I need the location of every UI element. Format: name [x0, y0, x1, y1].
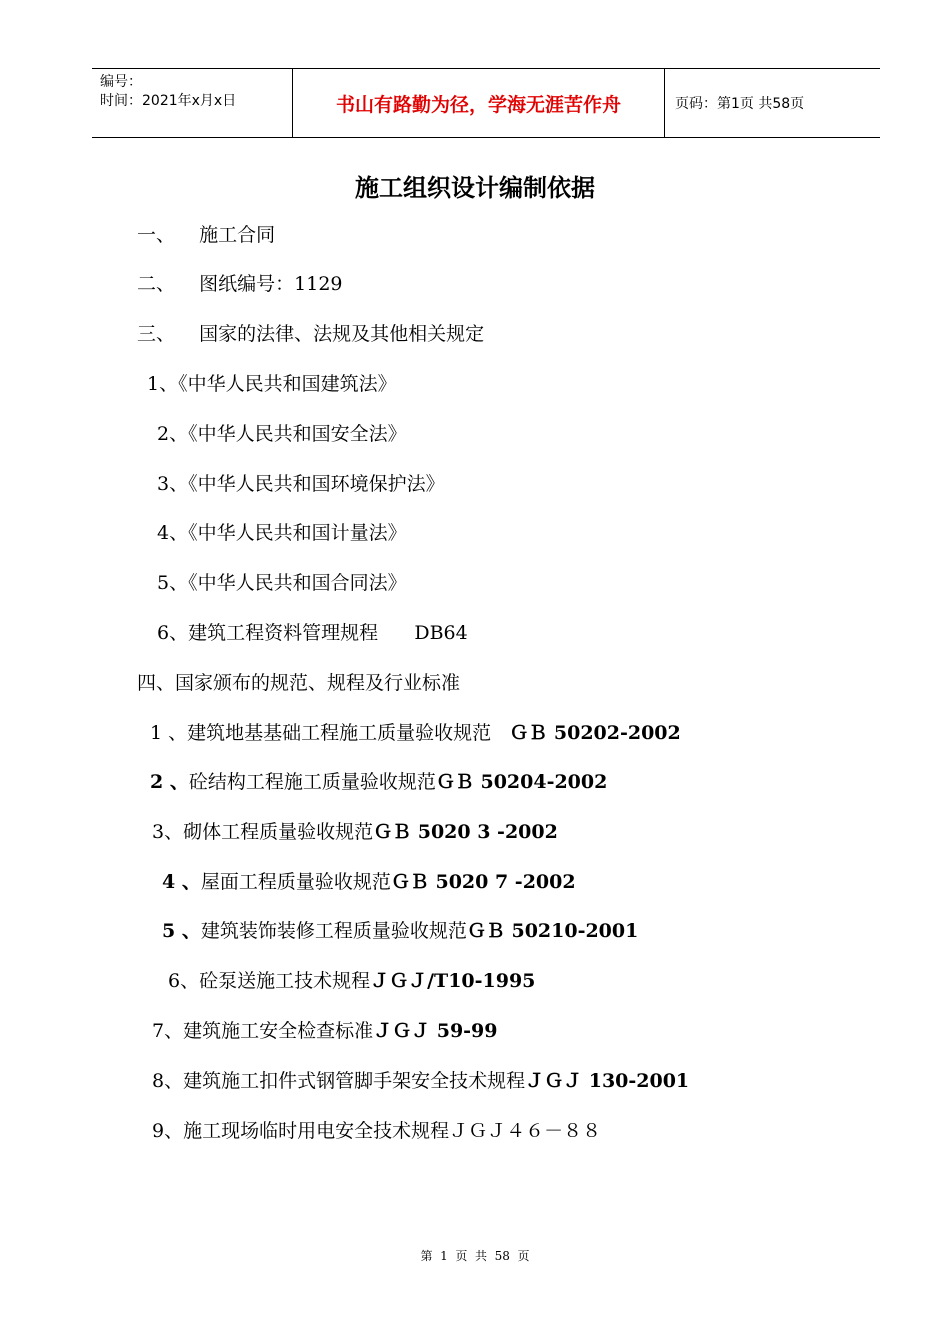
list-item: 6、砼泵送施工技术规程ＪＧＪ/T10-1995 [168, 970, 536, 992]
list-item: 8、建筑施工扣件式钢管脚手架安全技术规程ＪＧＪ 130-2001 [152, 1070, 690, 1092]
page-footer: 第 1 页 共 58 页 [420, 1249, 530, 1263]
list-item: 2 、砼结构工程施工质量验收规范ＧＢ 50204-2002 [150, 771, 608, 793]
list-item: 1、《中华人民共和国建筑法》 [147, 373, 397, 395]
list-item: 4 、屋面工程质量验收规范ＧＢ 5020 7 -2002 [162, 871, 576, 893]
list-item: 5 、建筑装饰装修工程质量验收规范ＧＢ 50210-2001 [162, 920, 639, 942]
list-item: 6、建筑工程资料管理规程 DB64 [157, 622, 468, 644]
list-item: 4、《中华人民共和国计量法》 [157, 522, 407, 544]
number-label: 编号： [100, 74, 142, 90]
header-meta [92, 69, 292, 137]
page-header [92, 68, 880, 138]
list-item: 二、 图纸编号：1129 [137, 273, 343, 295]
header-page-label: 页码：第1页 共58页 [675, 96, 805, 112]
list-item: 1 、建筑地基基础工程施工质量验收规范 ＧＢ 50202-2002 [150, 722, 681, 744]
document-title: 施工组织设计编制依据 [355, 174, 595, 202]
list-item: 一、 施工合同 [137, 224, 276, 246]
list-item: 3、砌体工程质量验收规范ＧＢ 5020 3 -2002 [152, 821, 558, 843]
list-item: 三、 国家的法律、法规及其他相关规定 [137, 323, 485, 345]
list-item: 3、《中华人民共和国环境保护法》 [157, 473, 445, 495]
header-motto: 书山有路勤为径，学海无涯苦作舟 [292, 69, 665, 137]
list-item: 7、建筑施工安全检查标准ＪＧＪ 59-99 [152, 1020, 498, 1042]
time-label: 时间：2021年x月x日 [100, 93, 237, 109]
list-item: 2、《中华人民共和国安全法》 [157, 423, 407, 445]
list-item: 9、施工现场临时用电安全技术规程ＪＧＪ４６－８８ [152, 1120, 602, 1142]
list-item: 四、国家颁布的规范、规程及行业标准 [137, 672, 461, 694]
list-item: 5、《中华人民共和国合同法》 [157, 572, 407, 594]
